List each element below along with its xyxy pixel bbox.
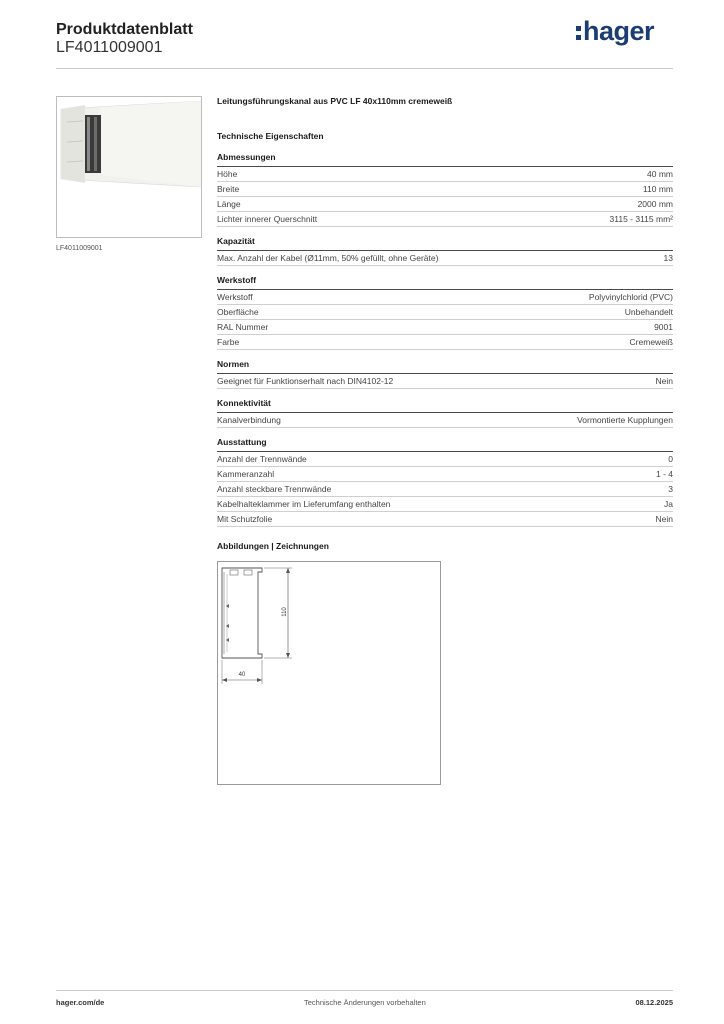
table-row — [217, 335, 673, 350]
table-row — [217, 512, 673, 527]
section-title: Abmessungen — [217, 152, 673, 167]
section-dimensions — [217, 152, 673, 227]
row-value: 2000 mm — [637, 199, 673, 209]
table-row — [217, 413, 673, 428]
technical-properties-title: Technische Eigenschaften — [217, 131, 324, 141]
row-value: 110 mm — [642, 184, 673, 194]
section-title: Werkstoff — [217, 275, 673, 290]
table-row — [217, 197, 673, 212]
row-value: 1 - 4 — [655, 469, 673, 479]
row-label: Anzahl steckbare Trennwände — [217, 484, 332, 494]
section-title: Konnektivität — [217, 398, 673, 413]
row-value: Ja — [664, 499, 673, 509]
technical-drawing — [217, 561, 441, 785]
section-connectivity — [217, 398, 673, 428]
row-label: Länge — [217, 199, 241, 209]
table-row — [217, 482, 673, 497]
table-row — [217, 467, 673, 482]
table-row — [217, 167, 673, 182]
logo-text: hager — [582, 16, 654, 46]
logo-colon-icon — [576, 22, 581, 44]
row-value: 3 — [668, 484, 673, 494]
row-label: Lichter innerer Querschnitt — [217, 214, 318, 224]
hager-logo — [576, 16, 654, 47]
cross-section-drawing — [218, 562, 440, 784]
section-capacity — [217, 236, 673, 266]
header-divider — [56, 68, 673, 69]
row-label: Breite — [217, 184, 240, 194]
row-label: Max. Anzahl der Kabel (Ø11mm, 50% gefüllt, ohne Geräte) — [217, 253, 439, 263]
section-title: Normen — [217, 359, 673, 374]
table-row — [217, 212, 673, 227]
row-value: Unbehandelt — [624, 307, 673, 317]
cable-duct-image — [57, 97, 201, 237]
table-row — [217, 452, 673, 467]
row-value: Nein — [655, 514, 673, 524]
height-dimension-label: 110 — [282, 607, 288, 617]
footer-divider — [56, 990, 673, 991]
row-label: Werkstoff — [217, 292, 253, 302]
specs-table — [217, 152, 673, 536]
width-dimension-label: 40 — [238, 672, 246, 678]
row-value: Polyvinylchlorid (PVC) — [588, 292, 673, 302]
footer-notice: Technische Änderungen vorbehalten — [304, 998, 426, 1007]
table-row — [217, 290, 673, 305]
row-value: Vormontierte Kupplungen — [577, 415, 673, 425]
row-label: Kabelhalteklammer im Lieferumfang enthalten — [217, 499, 391, 509]
drawings-title: Abbildungen | Zeichnungen — [217, 541, 329, 551]
page-title: Produktdatenblatt — [56, 21, 193, 38]
row-label: Kammeranzahl — [217, 469, 275, 479]
table-row — [217, 251, 673, 266]
row-label: RAL Nummer — [217, 322, 269, 332]
row-label: Oberfläche — [217, 307, 259, 317]
row-label: Anzahl der Trennwände — [217, 454, 307, 464]
product-name: Leitungsführungskanal aus PVC LF 40x110mm cremeweiß — [217, 96, 453, 106]
row-value: 3115 - 3115 mm² — [609, 214, 673, 224]
photo-caption: LF4011009001 — [56, 245, 103, 252]
row-label: Kanalverbindung — [217, 415, 281, 425]
table-row — [217, 305, 673, 320]
footer-website-link[interactable]: hager.com/de — [56, 998, 105, 1007]
row-label: Höhe — [217, 169, 238, 179]
row-value: 9001 — [654, 322, 673, 332]
row-label: Geeignet für Funktionserhalt nach DIN4102-12 — [217, 376, 394, 386]
row-value: 40 mm — [647, 169, 673, 179]
article-number: LF4011009001 — [56, 39, 163, 56]
table-row — [217, 320, 673, 335]
row-value: Nein — [655, 376, 673, 386]
section-material — [217, 275, 673, 350]
section-standards — [217, 359, 673, 389]
row-label: Mit Schutzfolie — [217, 514, 273, 524]
table-row — [217, 182, 673, 197]
row-value: 0 — [668, 454, 673, 464]
section-title: Ausstattung — [217, 437, 673, 452]
row-label: Farbe — [217, 337, 240, 347]
footer-date: 08.12.2025 — [635, 998, 673, 1007]
section-title: Kapazität — [217, 236, 673, 251]
table-row — [217, 374, 673, 389]
section-equipment — [217, 437, 673, 527]
product-photo — [56, 96, 202, 238]
row-value: 13 — [663, 253, 673, 263]
table-row — [217, 497, 673, 512]
row-value: Cremeweiß — [629, 337, 673, 347]
